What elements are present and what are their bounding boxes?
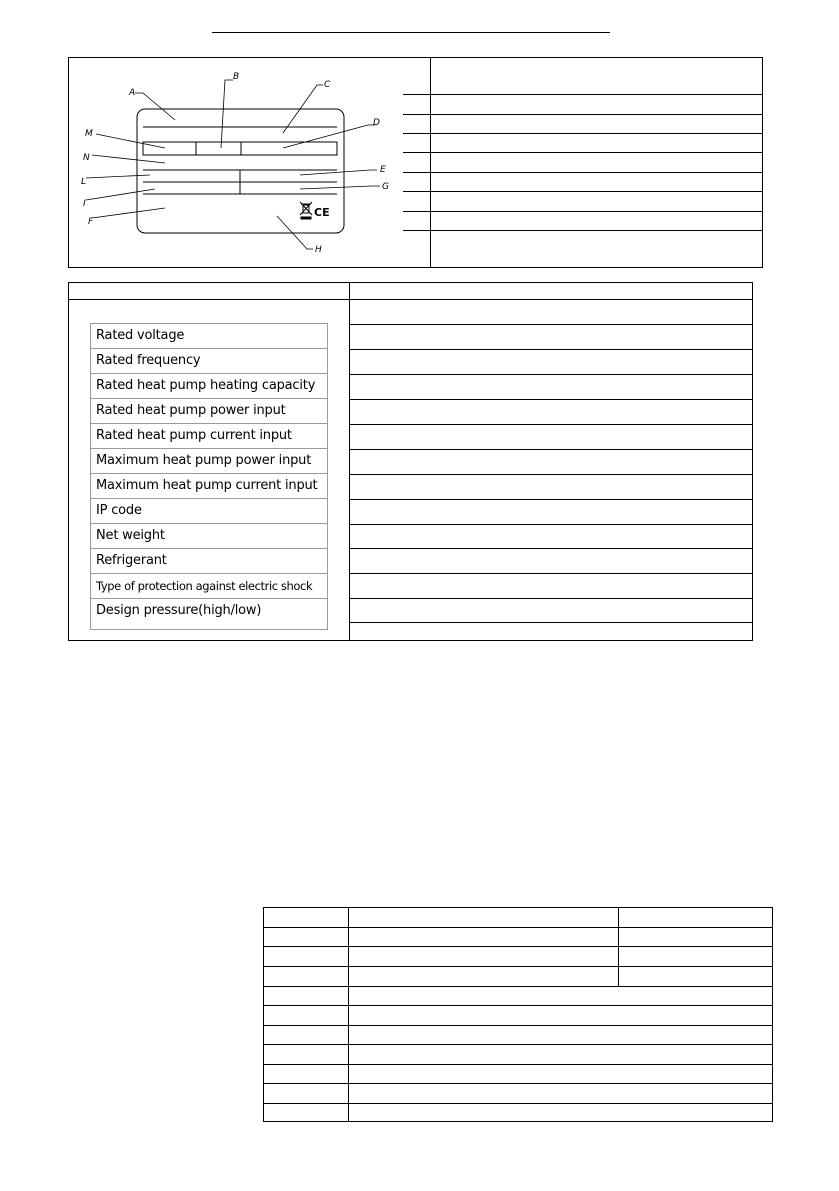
parameter-label: Design pressure(high/low) <box>96 603 262 618</box>
bottom-table-row-line <box>263 986 773 987</box>
bottom-table-row-line <box>263 1044 773 1045</box>
leader-lines <box>86 80 380 249</box>
parameter-label: Maximum heat pump power input <box>91 449 327 474</box>
bottom-table-row-line <box>263 966 773 967</box>
value-row-line <box>349 474 753 475</box>
callout-label: C <box>324 80 331 90</box>
value-row-line <box>349 573 753 574</box>
legend-row-divider <box>403 94 763 95</box>
parameter-label: Type of protection against electric shock <box>91 574 327 599</box>
callout-label: L <box>81 177 87 187</box>
value-row-line <box>349 399 753 400</box>
legend-row-divider <box>403 191 763 192</box>
callout-label: D <box>373 118 380 128</box>
callout-label: A <box>129 88 136 98</box>
bottom-table-row-line <box>263 1005 773 1006</box>
bottom-table-row-line <box>263 1064 773 1065</box>
bottom-table-row-line <box>263 946 773 947</box>
callout-label: N <box>83 153 90 163</box>
parameter-label: Refrigerant <box>91 549 327 574</box>
callout-label: B <box>233 72 240 82</box>
parameter-label: IP code <box>91 499 327 524</box>
value-row-line <box>349 349 753 350</box>
value-row-line <box>349 524 753 525</box>
parameter-label: Maximum heat pump current input <box>91 474 327 499</box>
legend-row-divider <box>403 172 763 173</box>
bottom-table-column-divider <box>348 907 349 1122</box>
parameter-table-header-line <box>68 299 753 300</box>
value-row-line <box>349 374 753 375</box>
value-row-line <box>349 598 753 599</box>
bottom-table <box>263 907 773 1122</box>
legend-row-divider <box>403 230 763 231</box>
callout-label: H <box>315 245 322 255</box>
legend-letter-column <box>403 57 431 268</box>
legend-row-divider <box>403 133 763 134</box>
parameter-label: Rated heat pump heating capacity <box>91 374 327 399</box>
callout-label: F <box>88 217 94 227</box>
callout-label: M <box>85 129 93 139</box>
value-row-line <box>349 424 753 425</box>
callout-label: E <box>380 165 386 175</box>
parameter-label: Net weight <box>91 524 327 549</box>
value-row-line <box>349 324 753 325</box>
parameter-list <box>90 323 328 630</box>
legend-row-divider <box>403 114 763 115</box>
bottom-table-row-line <box>263 927 773 928</box>
parameter-label: Rated heat pump current input <box>91 424 327 449</box>
nameplate-diagram <box>69 58 402 267</box>
weee-bin-icon <box>300 202 312 219</box>
parameter-label: Rated voltage <box>91 324 327 349</box>
parameter-label: Rated frequency <box>91 349 327 374</box>
label-plate-fields <box>143 127 337 194</box>
legend-row-divider <box>403 152 763 153</box>
callout-label: G <box>382 182 389 192</box>
parameter-label: Rated heat pump power input <box>91 399 327 424</box>
bottom-table-row-line <box>263 1103 773 1104</box>
value-row-line <box>349 622 753 623</box>
header-rule <box>212 32 610 33</box>
bottom-table-row-line <box>263 1083 773 1084</box>
parameter-table-column-divider <box>349 282 350 641</box>
value-row-line <box>349 499 753 500</box>
value-row-line <box>349 548 753 549</box>
value-row-line <box>349 449 753 450</box>
legend-row-divider <box>403 211 763 212</box>
ce-mark: CE <box>314 206 330 219</box>
callout-label: I <box>83 199 86 209</box>
bottom-table-row-line <box>263 1025 773 1026</box>
